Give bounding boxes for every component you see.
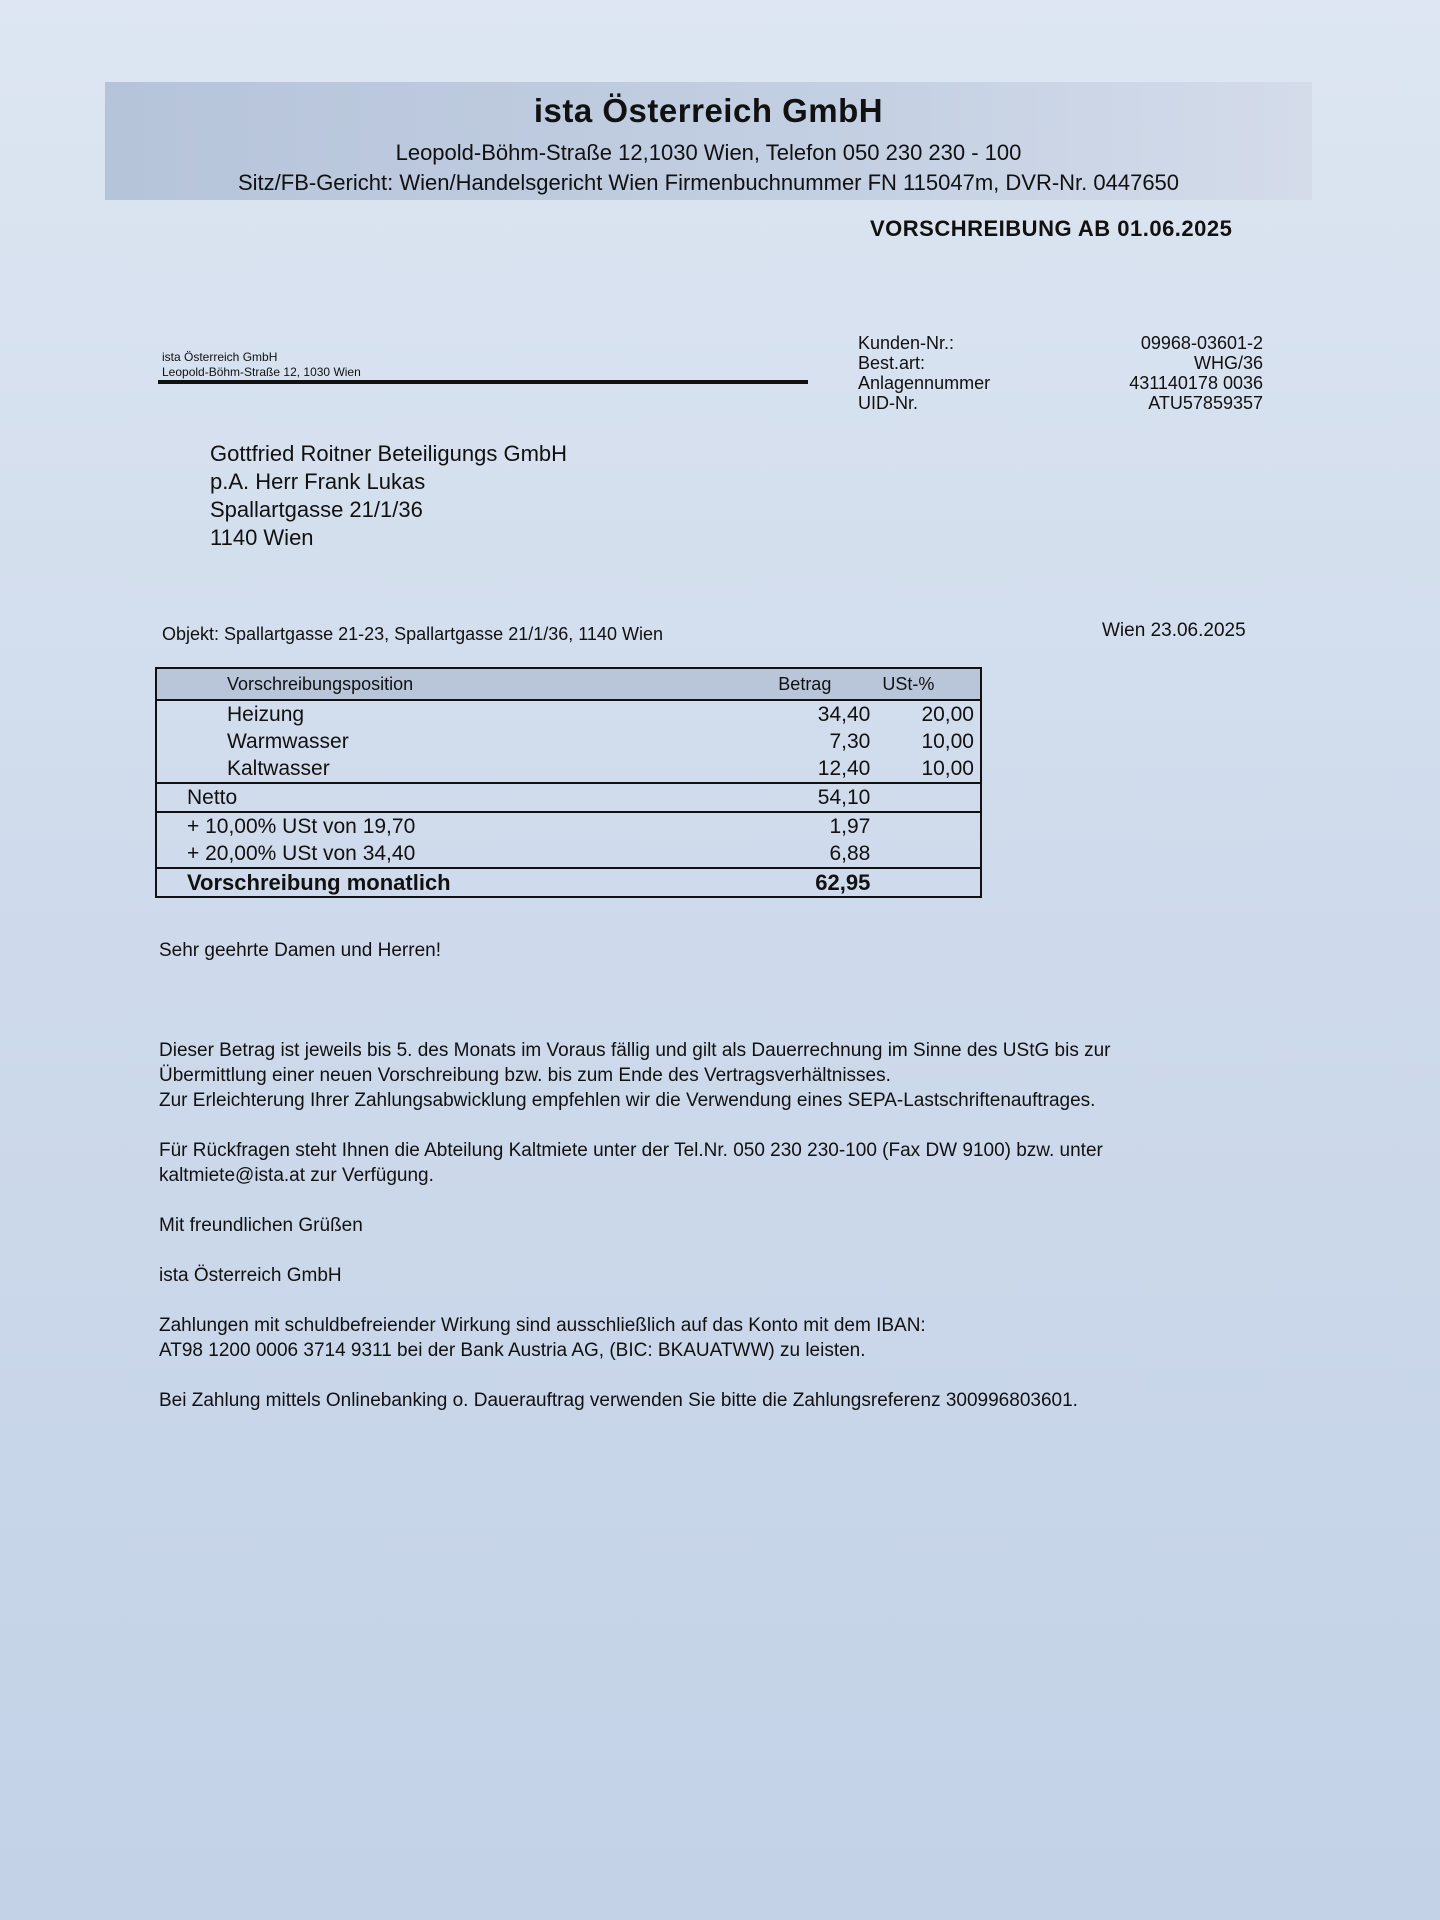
meta-value: WHG/36 [1193, 353, 1263, 373]
item-amount: 7,30 [829, 729, 871, 753]
item-name: Heizung [227, 702, 305, 726]
meta-value: ATU57859357 [1148, 393, 1263, 413]
item-name: Warmwasser [227, 729, 349, 753]
tax-amount: 6,88 [829, 841, 871, 865]
header-amount: Betrag [772, 668, 876, 700]
table-row [156, 755, 981, 783]
meta-label: Best.art: [858, 353, 926, 373]
closing: Mit freundlichen Grüßen [159, 1215, 363, 1236]
sender-return-address [162, 350, 361, 380]
item-amount: 34,40 [817, 702, 871, 726]
payment-line: AT98 1200 0006 3714 9311 bei der Bank Austria AG, (BIC: BKAUATWW) zu leisten. [159, 1340, 866, 1361]
netto-label: Netto [156, 783, 772, 812]
letter-body [159, 938, 1289, 1413]
letterhead [105, 82, 1312, 200]
charges-table [155, 667, 982, 898]
tax-label: + 20,00% USt von 34,40 [187, 841, 416, 865]
company-address: Leopold-Böhm-Straße 12,1030 Wien, Telefon 050 230 230 - 100 [395, 140, 1022, 165]
item-vat-rate: 10,00 [921, 756, 974, 780]
payment-reference: Bei Zahlung mittels Onlinebanking o. Dauerauftrag verwenden Sie bitte die Zahlungsreferenz 300996803601. [159, 1390, 1078, 1411]
salutation: Sehr geehrte Damen und Herren! [159, 940, 441, 961]
body-paragraph-line: Dieser Betrag ist jeweils bis 5. des Monats im Voraus fällig und gilt als Dauerrechnung im Sinne des UStG bis zur [159, 1040, 1111, 1061]
company-name: ista Österreich GmbH [533, 92, 884, 129]
recipient-street: Spallartgasse 21/1/36 [210, 497, 423, 522]
empty-cell [876, 868, 981, 897]
item-amount: 12,40 [817, 756, 871, 780]
meta-row-system-number [858, 373, 1263, 393]
empty-cell [876, 783, 981, 812]
table-header-row [156, 668, 981, 700]
meta-label: UID-Nr. [858, 393, 918, 413]
table-row [156, 728, 981, 755]
body-paragraph-line: Für Rückfragen steht Ihnen die Abteilung Kaltmiete unter der Tel.Nr. 050 230 230-100 (Fax DW 9100) bzw. unter [159, 1140, 1103, 1161]
tax-amount: 1,97 [772, 812, 876, 840]
empty-cell [876, 840, 981, 868]
netto-amount: 54,10 [772, 783, 876, 812]
signature: ista Österreich GmbH [159, 1265, 342, 1286]
netto-row [156, 783, 981, 812]
item-vat-rate: 10,00 [921, 729, 974, 753]
recipient-company: Gottfried Roitner Beteiligungs GmbH [210, 441, 568, 466]
body-paragraph-line: Übermittlung einer neuen Vorschreibung bzw. bis zum Ende des Vertragsverhältnisses. [159, 1065, 891, 1086]
payment-line: Zahlungen mit schuldbefreiender Wirkung sind ausschließlich auf das Konto mit dem IBAN: [159, 1315, 926, 1336]
company-registry: Sitz/FB-Gericht: Wien/Handelsgericht Wien Firmenbuchnummer FN 115047m, DVR-Nr. 0447650 [237, 170, 1180, 195]
header-position: Vorschreibungsposition [156, 668, 772, 700]
sender-address: Leopold-Böhm-Straße 12, 1030 Wien [162, 365, 361, 379]
document-title: VORSCHREIBUNG AB 01.06.2025 [870, 216, 1233, 241]
total-row [156, 868, 981, 897]
empty-cell [876, 812, 981, 840]
recipient-contact: p.A. Herr Frank Lukas [210, 469, 426, 494]
address-divider [158, 380, 808, 384]
header-vat-rate: USt-% [876, 668, 981, 700]
total-amount: 62,95 [772, 868, 876, 897]
meta-label: Kunden-Nr.: [858, 333, 955, 353]
meta-row-order-type [858, 353, 1263, 373]
meta-row-uid [858, 393, 1263, 413]
body-paragraph-line: Zur Erleichterung Ihrer Zahlungsabwicklung empfehlen wir die Verwendung eines SEPA-Lastschriftenauftrages. [159, 1090, 1096, 1111]
meta-label: Anlagennummer [858, 373, 991, 393]
meta-value: 09968-03601-2 [1140, 333, 1263, 353]
meta-row-customer-number [858, 333, 1263, 353]
meta-value: 431140178 0036 [1129, 373, 1263, 393]
total-label: Vorschreibung monatlich [156, 868, 772, 897]
tax-row [156, 812, 981, 840]
letter-date: Wien 23.06.2025 [1102, 620, 1246, 641]
recipient-address [210, 440, 567, 552]
tax-label: + 10,00% USt von 19,70 [156, 812, 772, 840]
sender-name: ista Österreich GmbH [162, 350, 278, 364]
table-row [156, 700, 981, 728]
customer-meta [858, 333, 1263, 413]
recipient-city: 1140 Wien [210, 525, 314, 550]
object-line: Objekt: Spallartgasse 21-23, Spallartgasse 21/1/36, 1140 Wien [162, 624, 663, 644]
body-paragraph-line: kaltmiete@ista.at zur Verfügung. [159, 1165, 434, 1186]
tax-row [156, 840, 981, 868]
item-vat-rate: 20,00 [921, 702, 974, 726]
item-name: Kaltwasser [227, 756, 330, 780]
